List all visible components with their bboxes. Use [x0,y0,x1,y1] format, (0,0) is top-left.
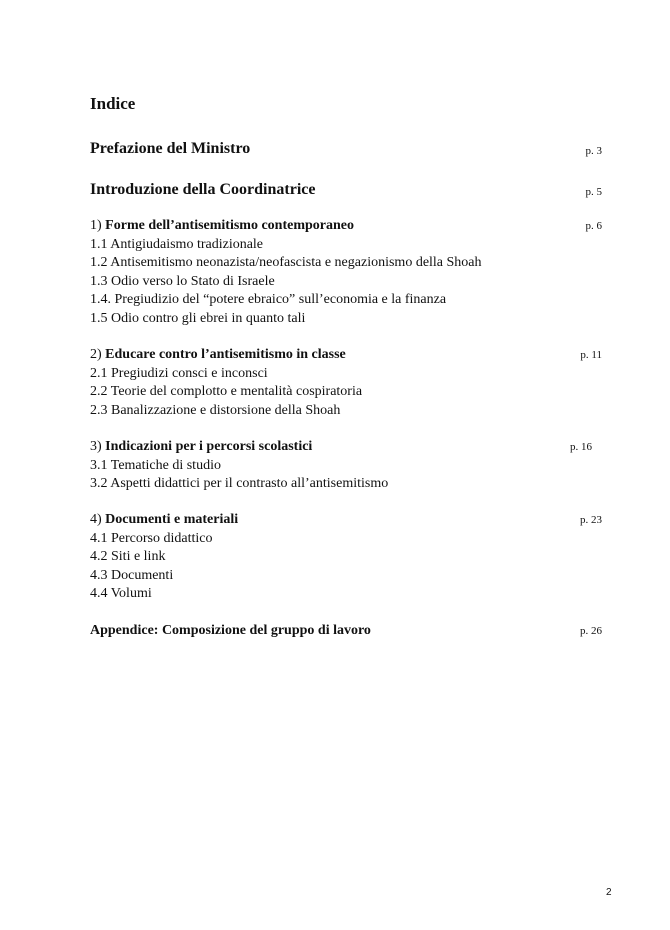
toc-item: 4.1 Percorso didattico [90,530,213,546]
introduction-page: p. 5 [585,186,602,198]
section-number: 4) [90,512,102,527]
section-title: Forme dell’antisemitismo contemporaneo [105,218,355,233]
section-heading [90,511,602,530]
section-title: Documenti e materiali [105,512,239,527]
toc-item: 2.1 Pregiudizi consci e inconsci [90,365,268,381]
section-heading [90,346,602,365]
section-heading [90,217,602,236]
toc-item: 1.3 Odio verso lo Stato di Israele [90,273,275,289]
section-heading [90,438,602,457]
section-title: Educare contro l’antisemitismo in classe [105,347,346,362]
toc-section-3 [90,438,602,494]
toc-section-1 [90,217,602,328]
section-page: p. 6 [585,220,602,232]
toc-section-2 [90,346,602,420]
section-number: 3) [90,439,102,454]
toc-item: 4.3 Documenti [90,567,174,583]
toc-item: 4.2 Siti e link [90,549,166,564]
toc-item: 3.2 Aspetti didattici per il contrasto all’antisemitismo [90,476,389,491]
section-title: Indicazioni per i percorsi scolastici [105,439,313,454]
toc-appendix [90,622,602,641]
toc-preface [90,138,602,160]
page-title: Indice [90,94,136,113]
section-number: 2) [90,347,102,362]
toc-item: 1.5 Odio contro gli ebrei in quanto tali [90,310,306,326]
toc-item: 4.4 Volumi [90,586,152,601]
appendix-title: Appendice: Composizione del gruppo di lavoro [90,623,371,638]
section-page: p. 23 [580,514,602,526]
toc-item: 1.2 Antisemitismo neonazista/neofascista e negazionismo della Shoah [90,255,482,270]
appendix-page: p. 26 [580,625,602,637]
section-page: p. 11 [580,349,602,361]
toc-item: 1.4. Pregiudizio del “potere ebraico” sull’economia e la finanza [90,292,447,307]
section-number: 1) [90,218,102,233]
preface-title: Prefazione del Ministro [90,140,251,157]
toc-introduction [90,179,602,201]
preface-page: p. 3 [585,145,602,157]
introduction-title: Introduzione della Coordinatrice [90,181,316,198]
section-page: p. 16 [570,441,592,453]
toc-section-4 [90,511,602,604]
page-number: 2 [606,887,612,898]
toc-item: 3.1 Tematiche di studio [90,457,221,473]
toc-item: 2.3 Banalizzazione e distorsione della Shoah [90,402,341,418]
toc-item: 1.1 Antigiudaismo tradizionale [90,236,264,252]
toc-item: 2.2 Teorie del complotto e mentalità cospiratoria [90,384,363,399]
